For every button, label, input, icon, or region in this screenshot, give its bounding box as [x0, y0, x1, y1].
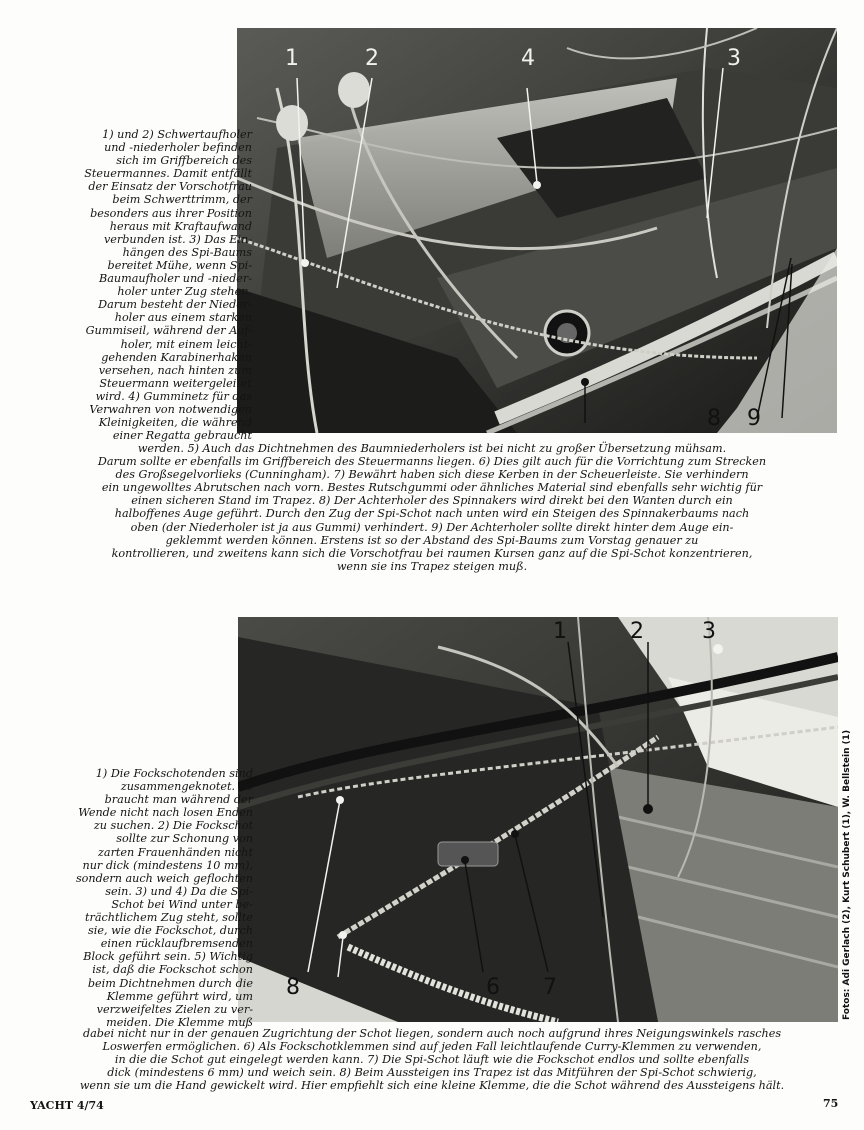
top-photo-image [237, 28, 837, 433]
top-caption-side [26, 128, 252, 442]
bottom-photo-image [238, 617, 838, 1022]
bottom-caption-full-line: Loswerfen ermöglichen. 6) Als Fockschotklemmen sind auf jeden Fall leichtlaufende Curry-Klemmen zu verwenden, [102, 1040, 762, 1054]
top-caption-side-line: holer, mit einem leicht- [120, 337, 252, 351]
top-caption-side-line: Steuermannes. Damit entfällt [84, 167, 252, 181]
top-caption-side-line: gehenden Karabinerhaken [101, 350, 252, 364]
bottom-caption-side-line: beim Dichtnehmen durch die [87, 976, 253, 990]
top-caption-side-line: und -niederholer befinden [104, 141, 252, 155]
top-caption-side-line: heraus mit Kraftaufwand [109, 219, 252, 233]
bottom-caption-side-line: sein. 3) und 4) Da die Spi- [105, 884, 253, 898]
bottom-caption-side-line: verzweifeltes Zielen zu ver- [96, 1002, 253, 1016]
top-photo-label-9: 9 [747, 406, 761, 431]
bottom-caption-side-line: sondern auch weich geflochten [75, 871, 253, 885]
top-caption-side-line: versehen, nach hinten zum [98, 363, 252, 377]
top-caption-side-line: Steuermann weitergeleitet [99, 376, 252, 390]
bottom-caption-side-line: Klemme geführt wird, um [106, 989, 253, 1003]
bottom-photo [238, 617, 838, 1022]
page-number: 75 [823, 1097, 839, 1110]
top-photo-label-3: 3 [727, 46, 741, 71]
bottom-caption-side-line: zusammengeknotet. So [120, 780, 253, 794]
top-caption-side-line: bereitet Mühe, wenn Spi- [107, 258, 252, 272]
top-caption-full-line: halboffenes Auge geführt. Durch den Zug der Spi-Schot nach unten wird ein Steigen des Spinnakerbaums nach [114, 507, 750, 521]
top-caption-full-line: oben (der Niederholer ist ja aus Gummi) verhindert. 9) Der Achterholer sollte direkt hinter dem Auge ein- [130, 520, 734, 534]
bottom-caption-full-line: in die die Schot gut eingelegt werden kann. 7) Die Spi-Schot läuft wie die Fockschot endlos und sollte ebenfalls [114, 1053, 750, 1067]
top-caption-full [40, 442, 824, 573]
top-caption-side-line: Darum besteht der Nieder- [98, 298, 252, 312]
photo-credit: Fotos: Adi Gerlach (2), Kurt Schubert (1), W. Bellstein (1) [842, 729, 852, 1020]
bottom-photo-label-7: 7 [543, 975, 557, 1000]
magazine-issue: YACHT 4/74 [30, 1099, 104, 1112]
top-caption-side-line: Baumaufholer und -nieder- [99, 272, 252, 286]
top-caption-side-line: verbunden ist. 3) Das Ein- [103, 232, 252, 246]
top-caption-full-line: einen sicheren Stand im Trapez. 8) Der Achterholer des Spinnakers wird direkt bei den Wanten durch ein [131, 494, 733, 508]
top-caption-full-line: werden. 5) Auch das Dichtnehmen des Baumniederholers ist bei nicht zu großer Übersetzung mühsam. [137, 442, 727, 455]
top-photo-label-4: 4 [521, 46, 535, 71]
bottom-caption-side-line: meiden. Die Klemme muß [106, 1015, 253, 1029]
bottom-caption-side-line: 1) Die Fockschotenden sind [95, 767, 253, 780]
top-caption-side-line: beim Schwerttrimm, der [112, 193, 252, 207]
bottom-caption-side-line: Schot bei Wind unter be- [111, 897, 253, 911]
bottom-caption-side-line: trächtlichem Zug steht, sollte [84, 911, 253, 925]
top-caption-full-line: kontrollieren, und zweitens kann sich die Vorschotfrau bei raumen Kursen ganz auf die Spi-Schot konzentrieren, [111, 546, 753, 560]
top-caption-full-line: Darum sollte er ebenfalls im Griffbereich des Steuermanns liegen. 6) Dies gilt auch für die Vorrichtung zum Strecken [97, 455, 767, 469]
top-caption-full-line: geklemmt werden können. Erstens ist so der Abstand des Spi-Baums zum Vorstag genauer zu [165, 533, 699, 547]
top-caption-side-line: Kleinigkeiten, die während [98, 416, 252, 430]
bottom-caption-side-line: Wende nicht nach losen Enden [78, 806, 253, 820]
bottom-caption-full-line: dabei nicht nur in der genauen Zugrichtung der Schot liegen, sondern auch noch aufgrund ihres Neigungswinkels rasches [82, 1027, 782, 1040]
top-caption-side-line: Verwahren von notwendigen [89, 402, 252, 416]
top-caption-side-line: wird. 4) Gumminetz für das [95, 389, 252, 403]
top-photo [237, 28, 837, 433]
bottom-caption-side-line: nur dick (mindestens 10 mm), [82, 858, 253, 872]
top-photo-label-8: 8 [707, 406, 721, 431]
bottom-caption-side-line: Block geführt sein. 5) Wichtig [83, 950, 253, 964]
bottom-caption-full-line: wenn sie um die Hand gewickelt wird. Hier empfiehlt sich eine kleine Klemme, die die Schot während des Aussteigens hält. [79, 1079, 785, 1093]
top-caption-side-line: holer aus einem starken [114, 311, 252, 325]
bottom-photo-label-8: 8 [286, 975, 300, 1000]
top-photo-label-1: 1 [285, 46, 299, 71]
bottom-caption-side-line: einen rücklaufbremsenden [100, 937, 253, 951]
top-caption-side-line: sich im Griffbereich des [116, 154, 252, 168]
bottom-photo-label-6: 6 [486, 975, 500, 1000]
top-caption-full-line: ein ungewolltes Abrutschen nach vorn. Bestes Rutschgummi oder ähnliches Material sind ebenfalls sehr wichtig für [101, 481, 763, 495]
top-caption-side-line: der Einsatz der Vorschotfrau [88, 180, 252, 194]
top-caption-full-line: des Großsegelvorlieks (Cunningham). 7) Bewährt haben sich diese Kerben in der Scheuerleiste. Sie verhindern [115, 468, 749, 482]
top-photo-label-2: 2 [365, 46, 379, 71]
bottom-caption-side-line: sollte zur Schonung von [116, 832, 253, 846]
top-caption-side-line: einer Regatta gebraucht [112, 429, 252, 443]
bottom-photo-label-2: 2 [630, 619, 644, 644]
bottom-caption-side-line: braucht man während der [104, 793, 253, 807]
bottom-photo-label-1: 1 [553, 619, 567, 644]
bottom-caption-side-line: zu suchen. 2) Die Fockschot [93, 819, 253, 833]
bottom-caption-side-line: sie, wie die Fockschot, durch [88, 924, 253, 938]
top-caption-side-line: 1) und 2) Schwertaufholer [102, 128, 252, 141]
top-caption-side-line: hängen des Spi-Baums [122, 245, 252, 259]
bottom-caption-side-line: ist, daß die Fockschot schon [92, 963, 253, 977]
top-caption-side-line: besonders aus ihrer Position [90, 206, 252, 220]
top-caption-full-line: wenn sie ins Trapez steigen muß. [336, 559, 528, 573]
bottom-photo-label-3: 3 [702, 619, 716, 644]
top-caption-side-line: holer unter Zug stehen. [117, 285, 252, 299]
bottom-caption-side [20, 767, 253, 1029]
bottom-caption-full-line: dick (mindestens 6 mm) und weich sein. 8) Beim Aussteigen ins Trapez ist das Mitführen der Spi-Schot schwierig, [107, 1066, 757, 1080]
bottom-caption-full [26, 1027, 838, 1092]
top-caption-side-line: Gummiseil, während der Auf- [85, 324, 252, 338]
bottom-caption-side-line: zarten Frauenhänden nicht [98, 845, 253, 859]
